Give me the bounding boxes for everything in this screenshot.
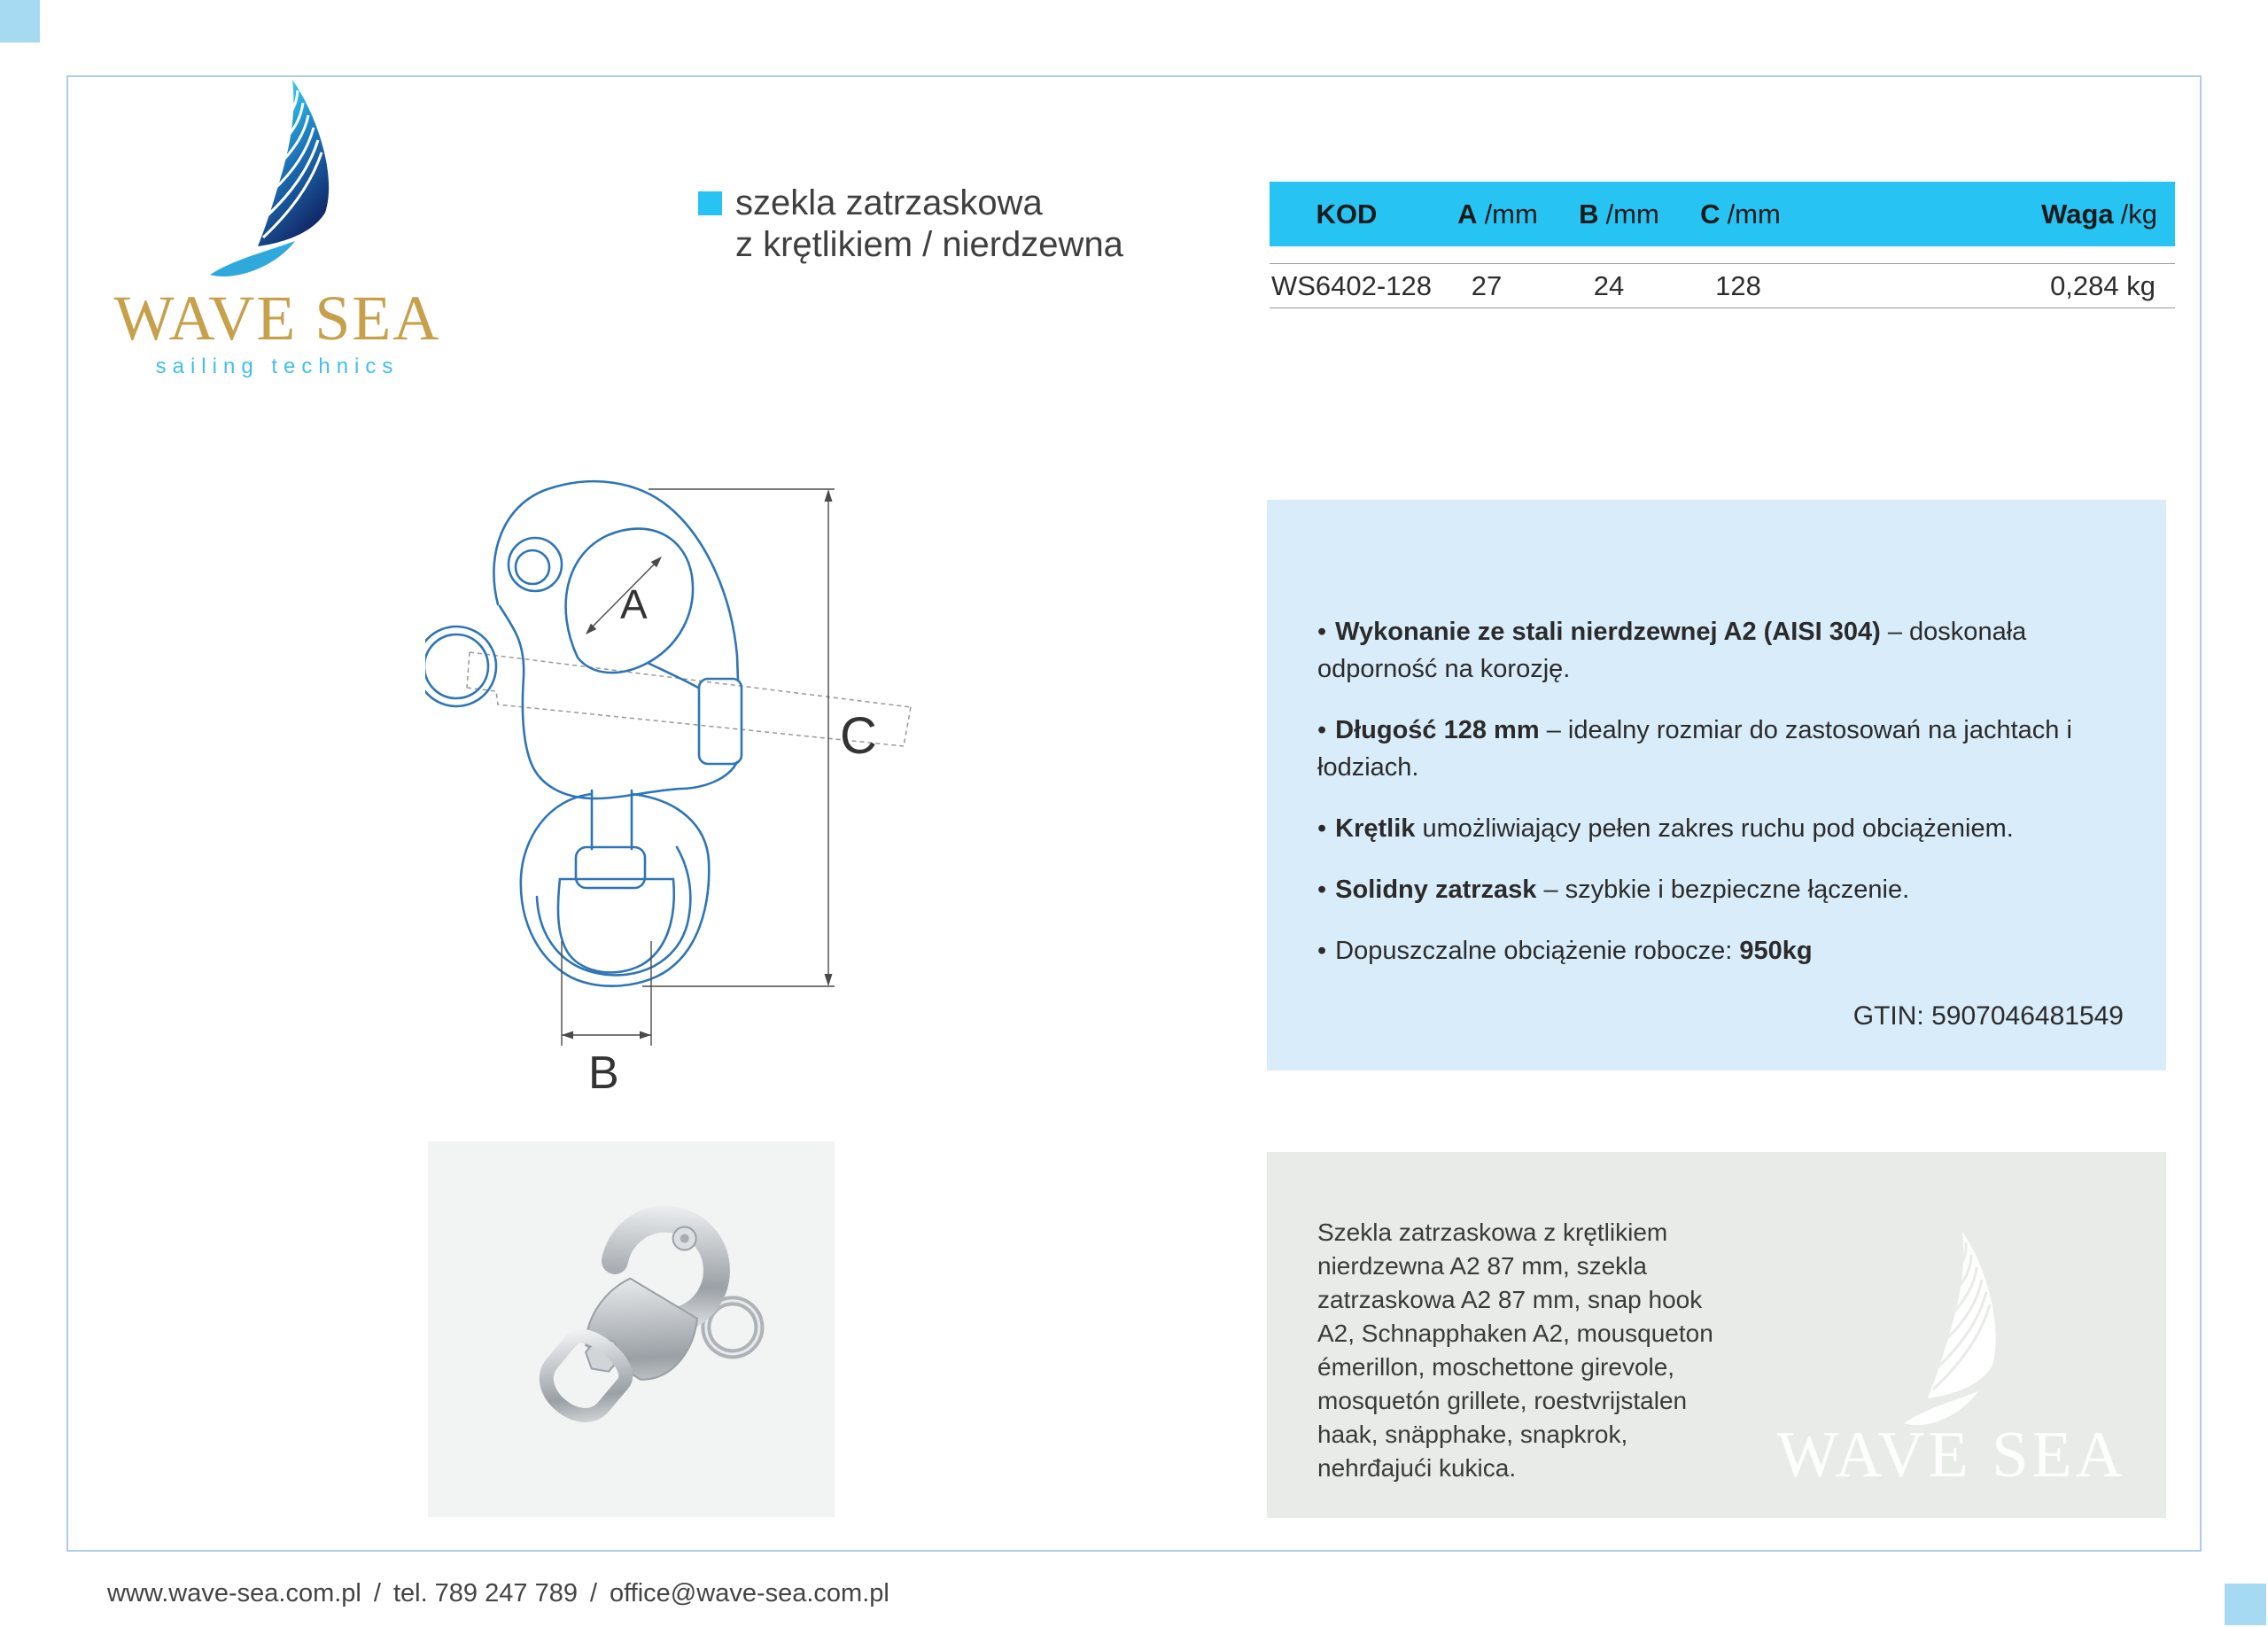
footer-phone: tel. 789 247 789: [392, 1579, 578, 1608]
photo-body: [573, 1265, 708, 1398]
cell-kod: WS6402-128: [1271, 270, 1432, 301]
cell-c: 128: [1715, 270, 1761, 301]
product-title-line2: z krętlikiem / nierdzewna: [735, 225, 1123, 264]
column-header-b-unit: /mm: [1605, 199, 1659, 230]
feature-text: umożliwiający pełen zakres ruchu pod obciążeniem.: [1415, 814, 2014, 843]
footer-website: www.wave-sea.com.pl: [107, 1579, 361, 1608]
bullet-icon: •: [1317, 618, 1327, 646]
column-header-c: [1694, 182, 1787, 246]
footer-separator: /: [589, 1579, 598, 1608]
feature-item: [1317, 932, 2079, 969]
column-header-c-label: C: [1700, 199, 1720, 230]
column-header-c-unit: /mm: [1727, 199, 1781, 230]
description-line: mosquetón grillete, roestvrijstalen: [1317, 1387, 1688, 1414]
table-row: [1270, 263, 2175, 308]
feature-text: – idealny rozmiar do zastosowań na jachtach i łodziach.: [1317, 716, 2072, 782]
footer-separator: /: [373, 1579, 381, 1608]
watermark-sail-icon: [1900, 1230, 2007, 1434]
product-title-line1: szekla zatrzaskowa: [735, 183, 1043, 222]
bullet-icon: •: [1317, 876, 1327, 904]
column-header-waga: [2041, 182, 2157, 246]
column-header-waga-label: Waga: [2041, 199, 2114, 230]
brand-tagline: sailing technics: [155, 354, 400, 378]
column-header-b: [1573, 182, 1666, 246]
description-box: [1267, 1152, 2166, 1518]
description-line: nierdzewna A2 87 mm, szekla: [1317, 1252, 1647, 1280]
description-line: A2, Schnapphaken A2, mousqueton: [1317, 1320, 1713, 1347]
feature-item: [1317, 613, 2079, 688]
footer-email: office@wave-sea.com.pl: [610, 1579, 889, 1608]
description-text: [1317, 1216, 1713, 1485]
feature-item: [1317, 871, 2079, 908]
feature-text: – doskonała odporność na korozję.: [1317, 618, 2027, 683]
bullet-icon: •: [1317, 716, 1327, 744]
technical-drawing-svg: [425, 479, 921, 1099]
spec-table-header: [1270, 182, 2175, 246]
column-header-a: [1451, 182, 1544, 246]
spec-table: [1270, 182, 2175, 315]
column-header-b-label: B: [1579, 199, 1599, 230]
product-title-block: [698, 183, 1123, 266]
dimension-lines: [562, 489, 835, 1046]
description-line: zatrzaskowa A2 87 mm, snap hook: [1317, 1286, 1703, 1313]
feature-bold: Wykonanie ze stali nierdzewnej A2 (AISI 304): [1335, 618, 1881, 646]
feature-text: Dopuszczalne obciążenie robocze:: [1335, 937, 1740, 965]
column-header-kod-label: KOD: [1316, 199, 1378, 230]
cell-a: 27: [1471, 270, 1503, 301]
feature-item: [1317, 712, 2079, 786]
description-line: haak, snäpphake, snapkrok,: [1317, 1421, 1628, 1448]
description-line: émerillon, moschettone girevole,: [1317, 1353, 1675, 1381]
footer-contact: [107, 1579, 902, 1608]
column-header-a-label: A: [1457, 199, 1478, 230]
brand-sail-logo-icon: [208, 78, 350, 286]
feature-bold: Krętlik: [1335, 814, 1416, 843]
feature-bold: Długość 128 mm: [1335, 716, 1540, 744]
description-line: Szekla zatrzaskowa z krętlikiem: [1317, 1218, 1668, 1246]
page-corner-square-top-left: [0, 0, 40, 43]
feature-bold: Solidny zatrzask: [1335, 876, 1537, 904]
watermark-brand-name: WAVE SEA: [1776, 1419, 2126, 1491]
page-corner-square-bottom-right: [2225, 1584, 2266, 1625]
shackle-outline: [425, 481, 742, 986]
description-line: nehrđajući kukica.: [1317, 1454, 1517, 1482]
bullet-icon: •: [1317, 937, 1327, 965]
column-header-waga-unit: /kg: [2120, 199, 2157, 230]
dimension-label-a: A: [620, 581, 648, 627]
cell-waga: 0,284 kg: [2050, 270, 2155, 301]
product-photo: [428, 1141, 835, 1517]
title-bullet-square-icon: [698, 191, 722, 215]
feature-bold: 950kg: [1739, 937, 1813, 965]
product-title: [735, 183, 1123, 266]
cell-b: 24: [1593, 270, 1625, 301]
feature-item: [1317, 810, 2079, 847]
gtin-code: GTIN: 5907046481549: [1852, 1001, 2124, 1031]
brand-name: WAVE SEA: [113, 283, 441, 354]
product-photo-illustration: [428, 1141, 835, 1517]
dimension-arrowheads: [562, 489, 833, 1039]
column-header-a-unit: /mm: [1484, 199, 1538, 230]
features-box: [1267, 500, 2166, 1070]
technical-drawing: [425, 479, 921, 1099]
dimension-label-c: C: [840, 707, 877, 765]
bullet-icon: •: [1317, 814, 1327, 843]
dimension-label-b: B: [588, 1047, 619, 1099]
feature-text: – szybkie i bezpieczne łączenie.: [1536, 876, 1910, 904]
column-header-kod: [1285, 182, 1409, 246]
